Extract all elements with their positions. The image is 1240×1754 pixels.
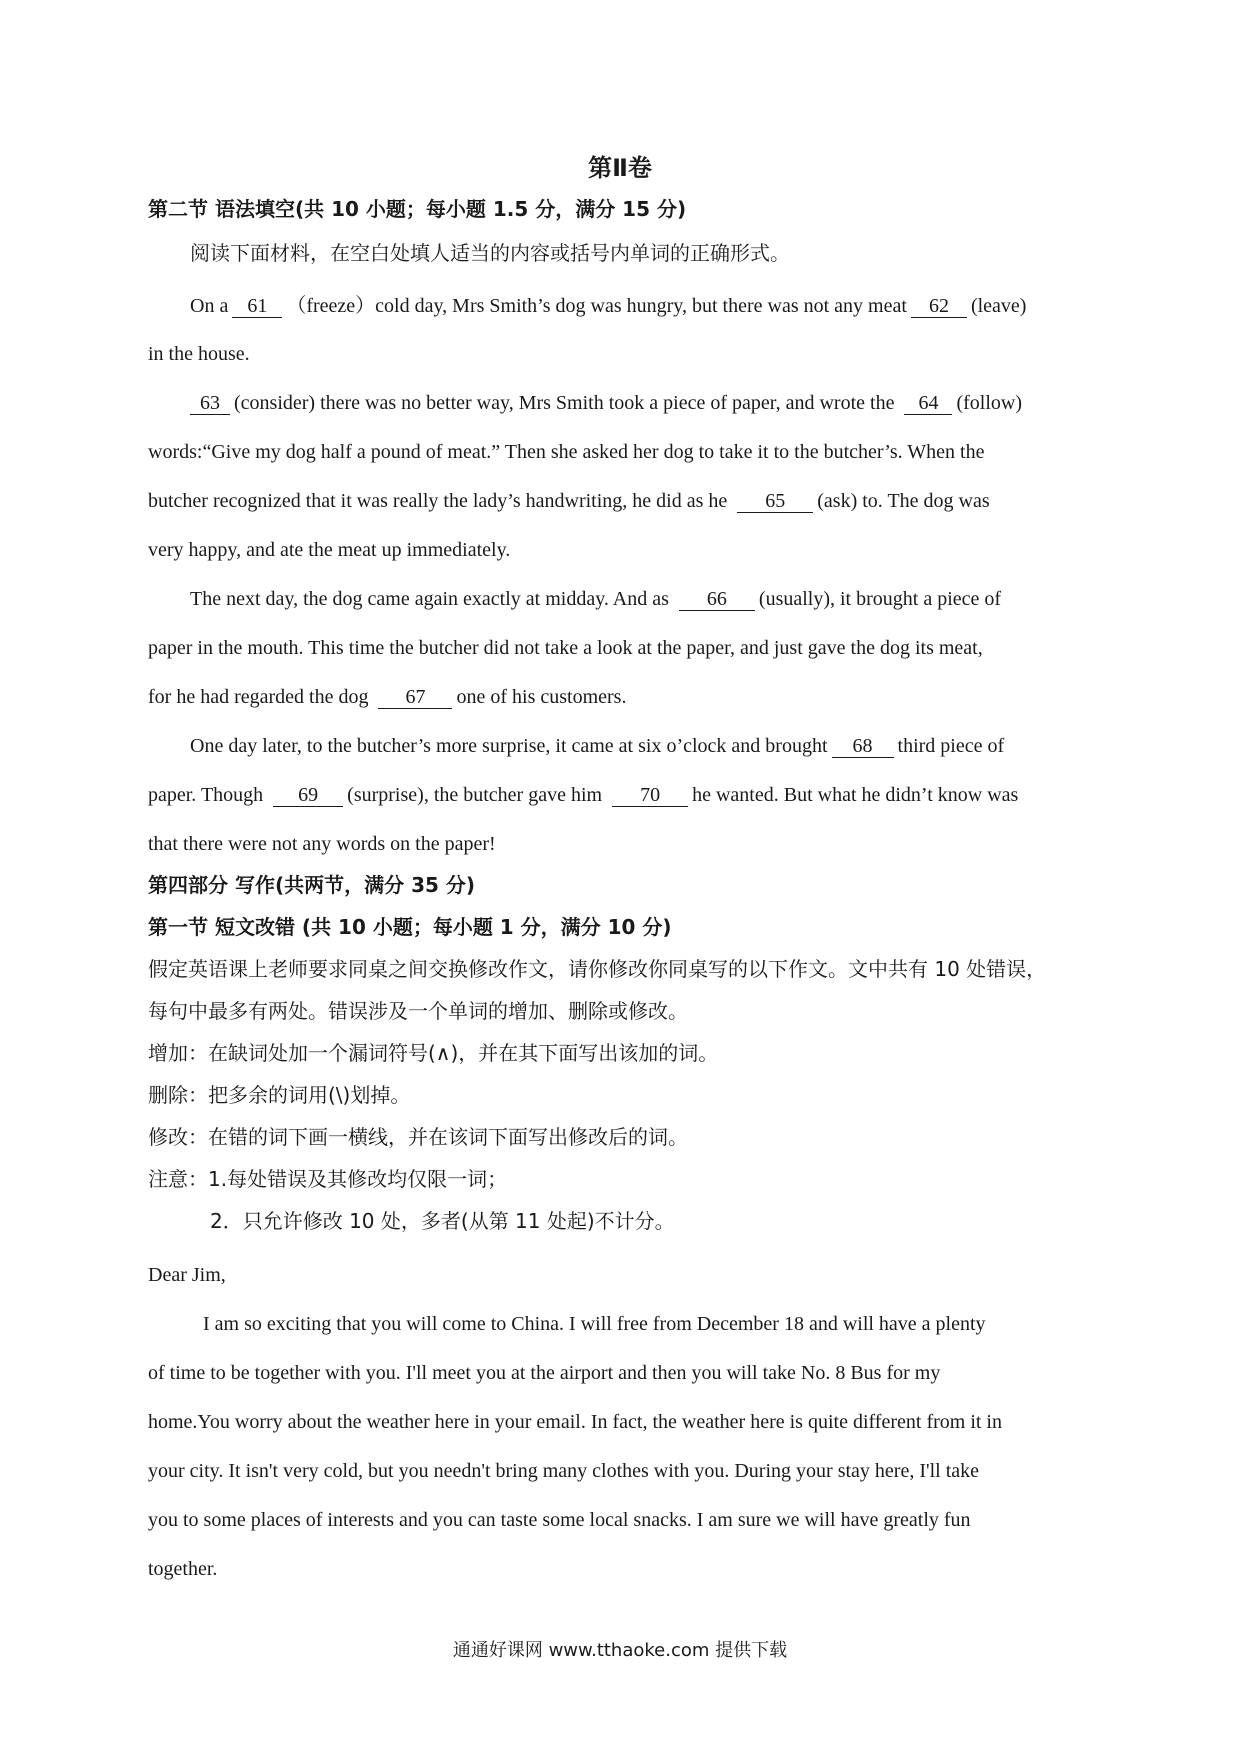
blank-63[interactable]: 63 [190,392,230,415]
blank-66[interactable]: 66 [679,588,755,611]
letter-greeting: Dear Jim, [148,1264,226,1286]
text-run: (leave) [970,295,1027,317]
section2-heading: 第二节 语法填空(共 10 小题；每小题 1.5 分，满分 15 分) [148,197,687,221]
text-run: one of his customers. [456,686,627,708]
letter-line: home.You worry about the weather here in your email. In fact, the weather here is quite different from it in [148,1411,1002,1433]
text-run: (consider) there was no better way, Mrs Smith took a piece of paper, and wrote the [234,392,895,414]
text-run: third piece of [897,735,1005,757]
text-run: On a [190,295,229,317]
text-run: (surprise), the butcher gave him [347,784,603,806]
text-run: paper. Though [148,784,264,806]
passage-line [148,684,1100,710]
passage-line: paper in the mouth. This time the butcher did not take a look at the paper, and just gave the dog its meat, [148,637,983,659]
blank-67[interactable]: 67 [378,686,452,709]
text-run: butcher recognized that it was really the lady’s handwriting, he did as he [148,490,728,512]
text-run: The next day, the dog came again exactly at midday. And as [190,588,669,610]
page-title: 第Ⅱ卷 [588,154,652,182]
blank-69[interactable]: 69 [273,784,343,807]
passage-line: in the house. [148,343,250,365]
letter-line: you to some places of interests and you can taste some local snacks. I am sure we will have greatly fun [148,1509,971,1531]
text-run: he wanted. But what he didn’t know was [692,784,1019,806]
blank-64[interactable]: 64 [904,392,952,415]
note-line: 2．只允许修改 10 处，多者(从第 11 处起)不计分。 [210,1209,675,1233]
page-footer: 通通好课网 www.tthaoke.com 提供下载 [452,1640,788,1661]
letter-line: your city. It isn't very cold, but you needn't bring many clothes with you. During your stay here, I'll take [148,1460,980,1482]
text-run: One day later, to the butcher’s more surprise, it came at six o’clock and brought [190,735,828,757]
passage-line: words:“Give my dog half a pound of meat.” Then she asked her dog to take it to the butcher’s. When the [148,441,985,463]
passage-line [190,733,1100,759]
blank-61[interactable]: 61 [232,295,282,318]
part4-heading: 第四部分 写作(共两节，满分 35 分) [148,873,476,897]
text-run: （freeze）cold day, Mrs Smith’s dog was hungry, but there was not any meat [286,295,907,317]
text-run: (usually), it brought a piece of [758,588,1002,610]
instruction-modify: 修改：在错的词下画一横线，并在该词下面写出修改后的词。 [148,1125,688,1149]
note-line: 注意：1.每处错误及其修改均仅限一词； [148,1167,508,1191]
blank-65[interactable]: 65 [737,490,813,513]
instruction-line: 假定英语课上老师要求同桌之间交换修改作文，请你修改你同桌写的以下作文。文中共有 10 处错误， [148,957,1047,981]
passage-line [148,488,1100,514]
text-run: for he had regarded the dog [148,686,369,708]
text-run: (ask) to. The dog was [817,490,990,512]
passage-line [190,586,1100,612]
instruction-line: 每句中最多有两处。错误涉及一个单词的增加、删除或修改。 [148,999,688,1023]
part4-subheading: 第一节 短文改错 (共 10 小题；每小题 1 分，满分 10 分) [148,915,672,939]
passage-line [190,293,1100,319]
passage-line: that there were not any words on the paper! [148,833,496,855]
blank-62[interactable]: 62 [911,295,967,318]
text-run: (follow) [956,392,1023,414]
passage-line: very happy, and ate the meat up immediately. [148,539,511,561]
instruction-delete: 删除：把多余的词用(\)划掉。 [148,1083,411,1107]
blank-70[interactable]: 70 [612,784,688,807]
passage-line [148,782,1100,808]
section2-instruction: 阅读下面材料，在空白处填人适当的内容或括号内单词的正确形式。 [190,241,790,265]
letter-line: together. [148,1558,218,1580]
instruction-add: 增加：在缺词处加一个漏词符号(∧)，并在其下面写出该加的词。 [148,1041,719,1065]
blank-68[interactable]: 68 [832,735,894,758]
letter-line: I am so exciting that you will come to China. I will free from December 18 and will have a plenty [203,1313,986,1335]
letter-line: of time to be together with you. I'll meet you at the airport and then you will take No. 8 Bus for my [148,1362,941,1384]
passage-line [148,390,1100,416]
